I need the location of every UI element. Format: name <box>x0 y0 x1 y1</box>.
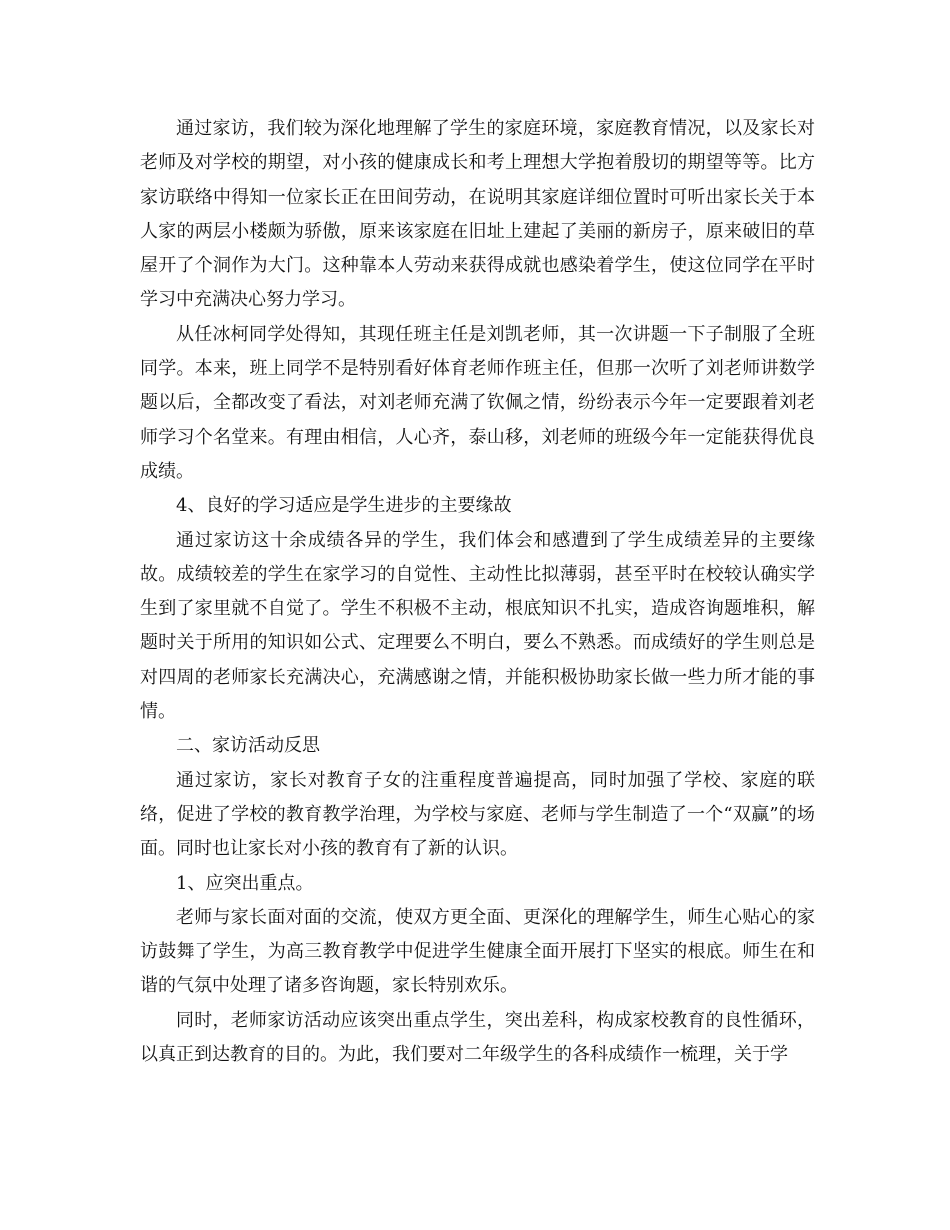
paragraph-study-habits: 通过家访这十余成绩各异的学生，我们体会和感遭到了学生成绩差异的主要缘故。成绩较差的学生在家学习的自觉性、主动性比拟薄弱，甚至平时在校较认确实学生到了家里就不自觉了。学生不积极不主动，根底知识不扎实，造成咨询题堆积，解题时关于所用的知识如公式、定理要么不明白，要么不熟悉。而成绩好的学生则总是对四周的老师家长充满决心，充满感谢之情，并能积极协助家长做一些力所才能的事情。 <box>140 529 815 723</box>
paragraph-reflection: 通过家访，家长对教育子女的注重程度普遍提高，同时加强了学校、家庭的联络，促进了学校的教育教学治理，为学校与家庭、老师与学生制造了一个“双赢”的场面。同时也让家长对小孩的教育有了新的认识。 <box>140 769 815 860</box>
heading-focus-points: 1、应突出重点。 <box>176 872 314 894</box>
paragraph-class-teacher: 从任冰柯同学处得知，其现任班主任是刘凯老师，其一次讲题一下子制服了全班同学。本来，班上同学不是特别看好体育老师作班主任，但那一次听了刘老师讲数学题以后，全都改变了看法，对刘老师充满了钦佩之情，纷纷表示今年一定要跟着刘老师学习个名堂来。有理由相信，人心齐，泰山移，刘老师的班级今年一定能获得优良成绩。 <box>140 323 815 482</box>
paragraph-home-visit-insights: 通过家访，我们较为深化地理解了学生的家庭环境，家庭教育情况，以及家长对老师及对学校的期望，对小孩的健康成长和考上理想大学抱着殷切的期望等等。比方家访联络中得知一位家长正在田间劳动，在说明其家庭详细位置时可听出家长关于本人家的两层小楼颇为骄傲，原来该家庭在旧址上建起了美丽的新房子，原来破旧的草屋开了个洞作为大门。这种靠本人劳动来获得成就也感染着学生，使这位同学在平时学习中充满决心努力学习。 <box>140 118 815 311</box>
paragraph-communication: 老师与家长面对面的交流，使双方更全面、更深化的理解学生，师生心贴心的家访鼓舞了学生，为高三教育教学中促进学生健康全面开展打下坚实的根底。师生在和谐的气氛中处理了诸多咨询题，家长特别欢乐。 <box>140 906 815 997</box>
heading-reflection: 二、家访活动反思 <box>176 735 320 757</box>
heading-study-habits: 4、良好的学习适应是学生进步的主要缘故 <box>176 495 512 517</box>
document-body <box>140 112 815 1072</box>
paragraph-focus-students: 同时，老师家访活动应该突出重点学生，突出差科，构成家校教育的良性循环，以真正到达教育的目的。为此，我们要对二年级学生的各科成绩作一梳理，关于学 <box>140 1009 815 1066</box>
